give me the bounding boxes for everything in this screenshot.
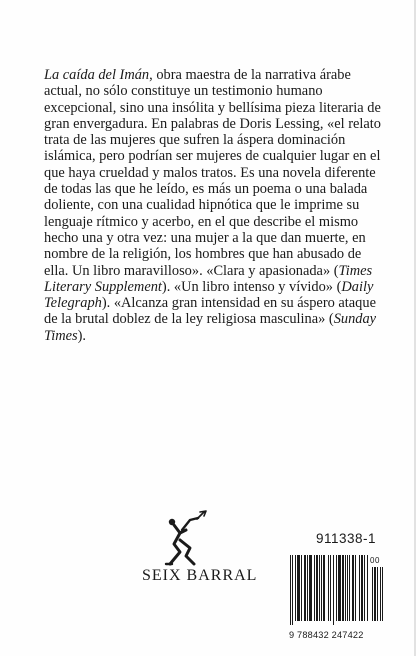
- barcode-bar: [309, 555, 312, 621]
- barcode-bar: [292, 555, 293, 625]
- barcode-bar: [361, 555, 363, 621]
- blurb-text-part: ). «Alcanza gran intensidad en su áspero ataque de la brutal doblez de la ley religiosa masculina» (: [44, 295, 376, 328]
- barcode-addon-bar: [380, 567, 381, 621]
- barcode-addon-bar: [374, 567, 376, 621]
- barcode-bar: [338, 555, 341, 621]
- blurb-paragraph: [44, 67, 384, 344]
- barcode-bar: [336, 555, 337, 621]
- barcode-bar: [352, 555, 354, 621]
- book-title: La caída del Imán: [44, 67, 150, 83]
- barcode-bar: [367, 555, 368, 621]
- isbn-code: 911338-1: [316, 531, 377, 546]
- barcode-bar: [295, 555, 296, 621]
- barcode-bar: [364, 555, 365, 621]
- barcode-bar: [328, 555, 329, 621]
- blurb-text-part: ). «Un libro intenso y vívido» (: [161, 278, 342, 295]
- barcode: [290, 555, 388, 625]
- barcode-bar: [323, 555, 325, 621]
- seix-barral-logo-icon: [160, 508, 216, 568]
- barcode-bar: [342, 555, 344, 621]
- barcode-bar: [330, 555, 331, 621]
- barcode-bar: [359, 555, 360, 621]
- barcode-bar: [347, 555, 348, 621]
- publisher-name: SEIX BARRAL: [142, 567, 258, 584]
- barcode-digits: 9 788432 247422: [289, 630, 364, 640]
- barcode-addon-bar: [377, 567, 378, 621]
- barcode-bar: [319, 555, 320, 621]
- barcode-bar: [316, 555, 318, 621]
- barcode-bar: [345, 555, 346, 621]
- barcode-bar: [297, 555, 300, 621]
- source-sunday-times: Sunday Times: [44, 311, 377, 344]
- blurb-text: [44, 67, 384, 344]
- barcode-bar: [307, 555, 308, 621]
- barcode-bar: [349, 555, 350, 621]
- barcode-bar: [355, 555, 356, 621]
- barcode-addon-bar: [382, 567, 383, 621]
- blurb-text-part: ).: [77, 327, 86, 344]
- barcode-bar: [290, 555, 291, 625]
- source-daily-telegraph: Daily Telegraph: [44, 278, 374, 312]
- source-times-literary-supplement: Times Literary Supplement: [44, 262, 373, 295]
- barcode-bar: [333, 555, 334, 625]
- barcode-bar: [321, 555, 322, 621]
- barcode-addon-bar: [372, 567, 373, 621]
- barcode-bar: [304, 555, 306, 621]
- blurb-text-part: , obra maestra de la narrativa árabe actual, no sólo constituye un testimonio humano excepcional, sino una insólita y bellísima pieza literaria de gran envergadura. En palabras de Doris Lessing, «el relato trata de las mujeres que sufren la áspera dominación islámica, pero podrían ser mujeres de cualquier lugar en el que haya crueldad y malos tratos. Es una novela diferente de todas las que he leído, es más un poema o una balada doliente, con una cualidad hipnótica que le imprime su lenguaje rítmico y acerbo, en el que describe el mismo hecho una y otra vez: una mujer a la que dan muerte, en nombre de la religión, los hombres que han abusado de ella. Un libro maravilloso». «Clara y apasionada» (: [44, 67, 381, 279]
- barcode-bar: [314, 555, 315, 621]
- barcode-addon-digits: 00: [370, 556, 380, 565]
- barcode-bar: [301, 555, 302, 621]
